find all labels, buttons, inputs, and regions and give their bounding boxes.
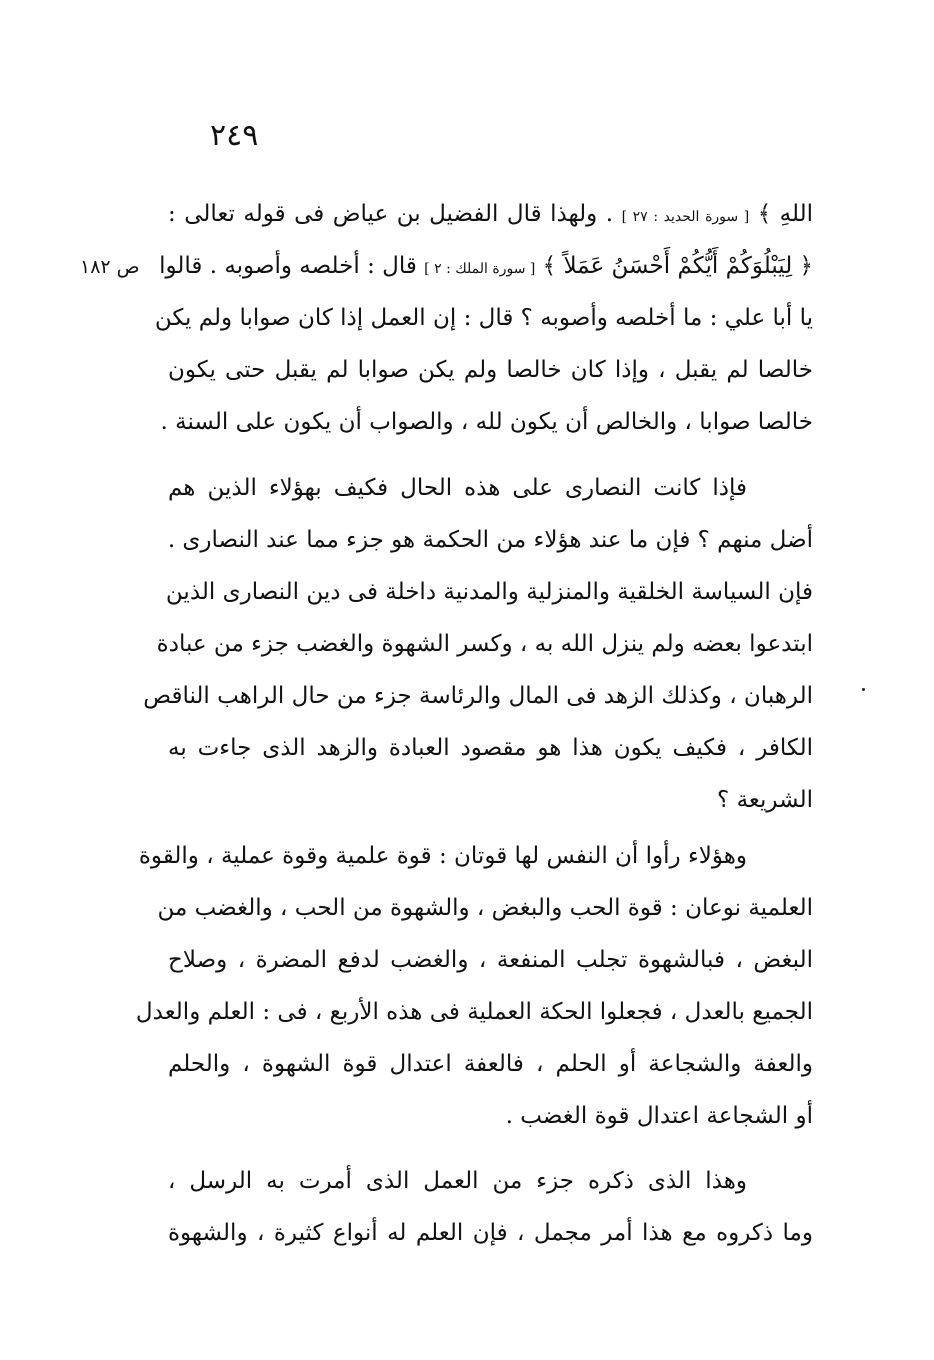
text-line: ابتدعوا بعضه ولم ينزل الله به ، وكسر الشهوة والغضب جزء من عبادة [156, 631, 813, 657]
page-number: ٢٤٩ [210, 118, 259, 153]
text-line: أضل منهم ؟ فإن ما عند هؤلاء من الحكمة هو جزء مما عند النصارى . [167, 527, 813, 553]
text-line: وهؤلاء رأوا أن النفس لها قوتان : قوة علمية وقوة عملية ، والقوة [138, 843, 747, 869]
surah-reference: [ سورة الملك : ٢ ] [424, 261, 536, 277]
text-line [168, 188, 813, 240]
text-line: وهذا الذى ذكره جزء من العمل الذى أمرت به الرسل ، [168, 1168, 747, 1194]
text-line: خالصا صوابا ، والخالص أن يكون لله ، والصواب أن يكون على السنة . [160, 409, 813, 435]
text-line: العلمية نوعان : قوة الحب والبغض ، والشهوة من الحب ، والغضب من [157, 895, 813, 921]
text-line: فإن السياسة الخلقية والمنزلية والمدنية داخلة فى دين النصارى الذين [165, 579, 813, 605]
quran-fragment: اللهِ ﴾ [749, 201, 814, 227]
paragraph-4 [168, 1155, 813, 1259]
line-text: . ولهذا قال الفضيل بن عياض فى قوله تعالى : [168, 201, 622, 227]
text-line: الشريعة ؟ [717, 787, 813, 813]
surah-reference: [ سورة الحديد : ٢٧ ] [621, 209, 750, 225]
margin-page-reference: ص ١٨٢ [80, 256, 140, 278]
text-line: الرهبان ، وكذلك الزهد فى المال والرئاسة جزء من حال الراهب الناقص [143, 683, 813, 709]
text-line: خالصا لم يقبل ، وإذا كان خالصا ولم يكن صوابا لم يقبل حتى يكون [168, 357, 813, 383]
text-line: البغض ، فبالشهوة تجلب المنفعة ، والغضب لدفع المضرة ، وصلاح [168, 947, 813, 973]
paragraph-1 [154, 188, 814, 448]
paragraph-2 [143, 462, 813, 826]
line-text: قال : أخلصه وأصوبه . قالوا [159, 253, 425, 279]
text-line [159, 240, 813, 292]
text-line: وما ذكروه مع هذا أمر مجمل ، فإن العلم له أنواع كثيرة ، والشهوة [168, 1220, 813, 1246]
text-line: أو الشجاعة اعتدال قوة الغضب . [505, 1103, 813, 1129]
text-line: الجميع بالعدل ، فجعلوا الحكة العملية فى هذه الأربع ، فى : العلم والعدل [135, 999, 813, 1025]
stray-ink-mark [862, 688, 865, 691]
text-line: يا أبا علي : ما أخلصه وأصوبه ؟ قال : إن العمل إذا كان صوابا ولم يكن [154, 305, 813, 331]
text-line: والعفة والشجاعة أو الحلم ، فالعفة اعتدال قوة الشهوة ، والحلم [168, 1051, 813, 1077]
text-line: الكافر ، فكيف يكون هذا هو مقصود العبادة والزهد الذى جاءت به [168, 735, 813, 761]
paragraph-3 [135, 830, 813, 1142]
text-line: فإذا كانت النصارى على هذه الحال فكيف بهؤلاء الذين هم [168, 475, 747, 501]
quran-verse: ﴿ لِيَبْلُوَكُمْ أَيُّكُمْ أَحْسَنُ عَمَلاً ﴾ [535, 253, 813, 279]
